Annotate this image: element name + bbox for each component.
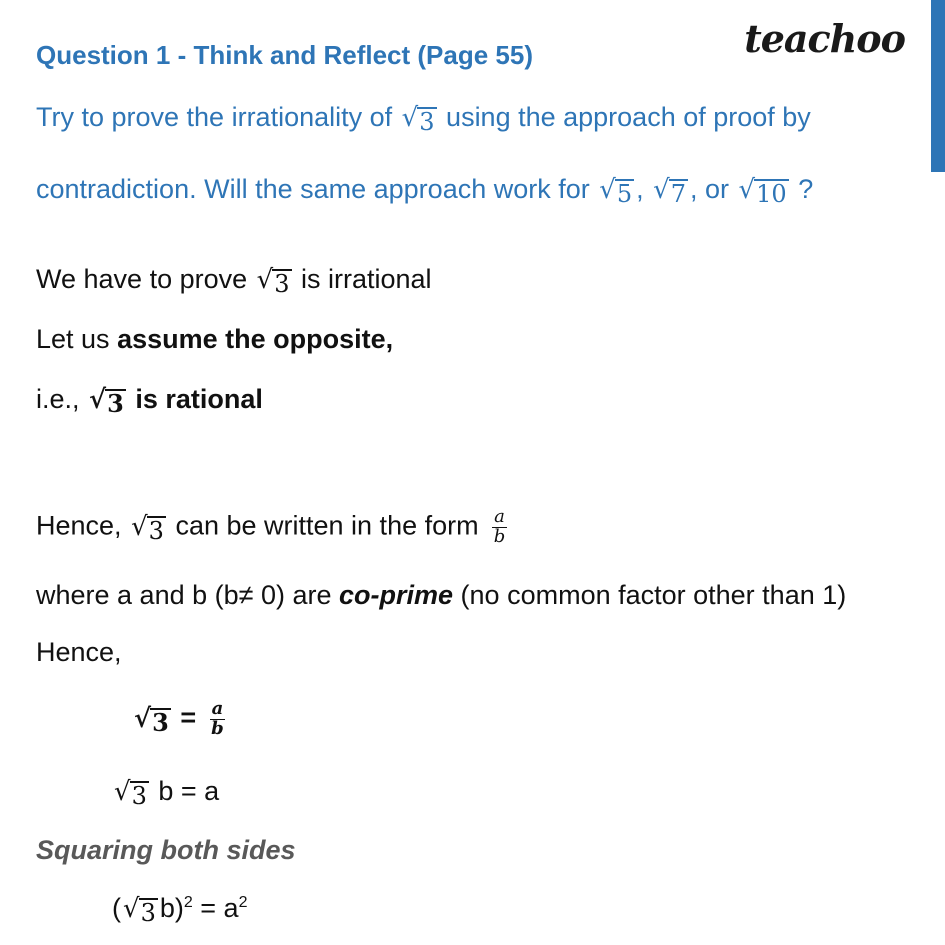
solution-line-5 [36,580,846,611]
sqrt-5: √ 5 [599,175,633,208]
sqrt-3: √ 3 [131,511,164,545]
question-mark: ? [798,174,814,204]
sqrt-3: √ 3 [89,385,124,418]
solution-line-2 [36,324,393,355]
question-text: using the approach of proof by [446,102,811,132]
sqrt-3: √ 3 [123,894,156,927]
equation-1 [132,700,225,739]
bold-italic-text: co-prime [339,580,454,610]
comma: , [636,174,644,204]
question-title: Question 1 - Think and Reflect (Page 55) [36,40,533,70]
solution-line-6: Hence, [36,637,122,667]
sqrt-7: √ 7 [653,175,687,208]
fraction-a-over-b: $\frac{a}{b}$ [211,698,224,739]
solution-line-3 [36,384,263,417]
bold-text: is rational [135,384,263,414]
question-text: contradiction. Will the same approach work for [36,174,590,204]
sqrt-3: √ 3 [256,265,290,298]
question-text: Try to prove the irrationality of [36,102,393,132]
text: Hence, [36,510,122,541]
teachoo-logo: teachoo [744,16,905,61]
paren: ( [112,893,121,923]
sqrt-10: √ 10 [738,175,787,208]
question-line-2 [36,174,813,207]
question-line-1 [36,102,811,135]
or-text: , or [690,174,730,204]
text: = a [192,893,239,923]
text: where a and b (b≠ 0) are [36,580,332,610]
sqrt-3: √ 3 [401,103,435,136]
solution-line-4 [36,508,507,547]
exponent: 2 [183,894,193,911]
text: b = a [158,776,220,806]
sqrt-3: √ 3 [114,777,147,810]
slide-accent-bar [931,0,945,172]
text: can be written in the form [175,510,479,541]
sqrt-3: √ 3 [134,703,169,737]
fraction-a-over-b: $\frac{a}{b}$ [493,506,506,547]
equation-2 [112,776,219,809]
text: Let us [36,324,110,354]
squaring-note: Squaring both sides [36,835,296,865]
solution-line-1 [36,264,432,297]
text: i.e., [36,384,80,414]
text: We have to prove [36,264,248,294]
equation-3 [112,893,247,926]
bold-text: assume the opposite, [117,324,394,354]
text: is irrational [301,264,432,294]
text: (no common factor other than 1) [460,580,847,610]
exponent: 2 [238,894,248,911]
equals-sign: = [180,702,197,733]
text: b) [159,893,184,923]
